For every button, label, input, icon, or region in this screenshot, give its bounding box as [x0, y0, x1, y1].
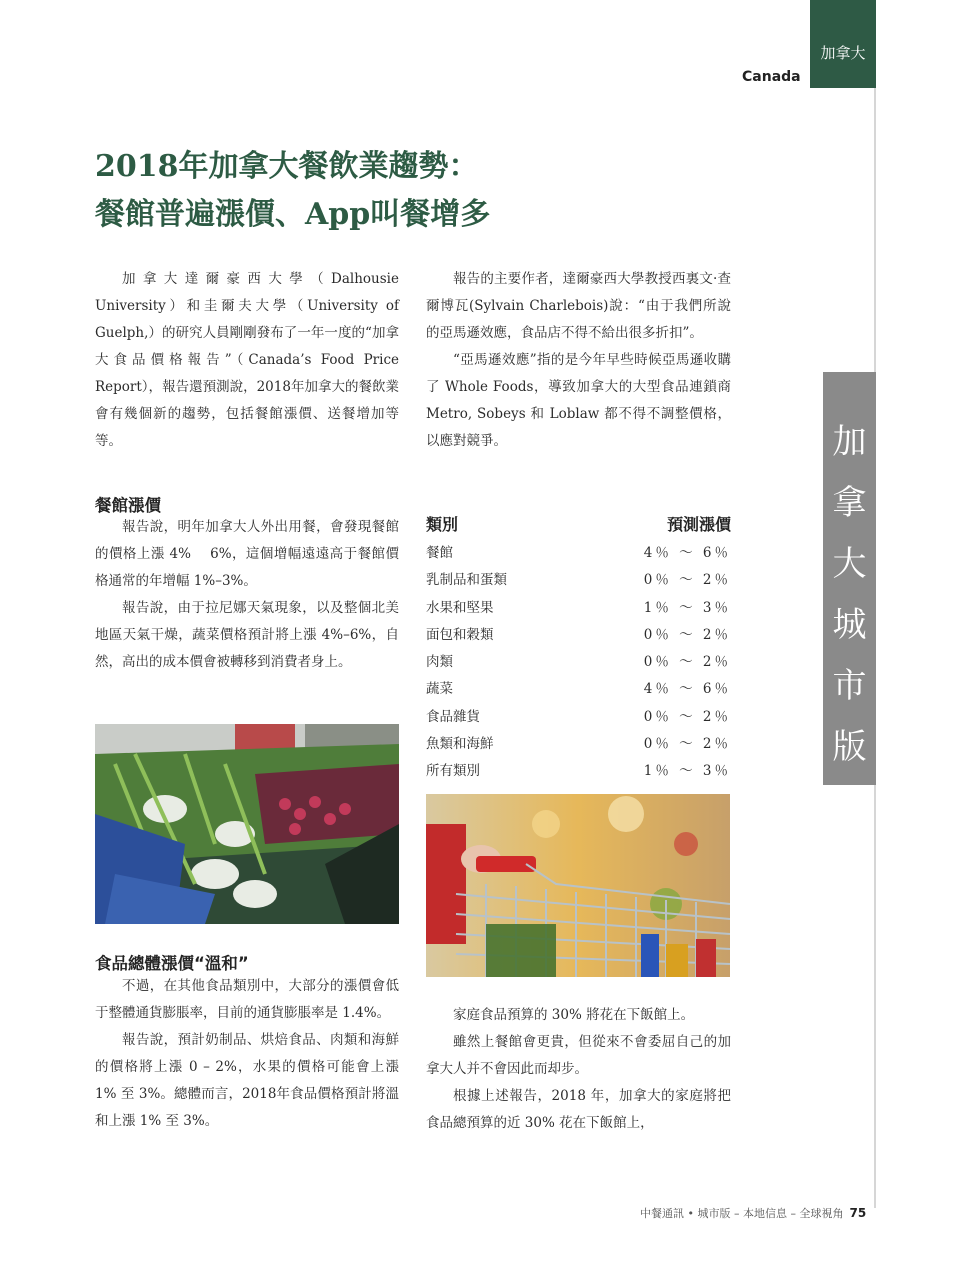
paragraph: 報告的主要作者，達爾豪西大學教授西裏文·查爾博瓦(Sylvain Charlebois)說：“由于我們所說的亞馬遜效應，食品店不得不給出很多折扣”。: [426, 271, 731, 341]
footer-text: 中餐通訊 • 城市版 – 本地信息 – 全球視角: [640, 1207, 844, 1220]
intro-paragraph: 加拿大達爾豪西大學（Dalhousie University）和圭爾夫大學（University of Guelph,）的研究人員剛剛發布了一年一度的“加拿大食品價格報告”（Canada’s Food Price Report），報告還預測說，2018年加拿大的餐飲業會有幾個新的趨勢，包括餐館漲價、送餐增加等等。: [95, 271, 399, 449]
right-column-text-lower: [426, 1002, 731, 1137]
section-restaurant-prices: [95, 514, 399, 676]
side-edition-tab: [823, 372, 876, 785]
paragraph: 不過，在其他食品類別中，大部分的漲價會低于整體通貨膨脹率，目前的通貨膨脹率是 1.4%。: [95, 978, 399, 1021]
vegetable-display-photo: [95, 724, 399, 924]
paragraph: 報告說，明年加拿大人外出用餐，會發現餐館的價格上漲 4% 6%，這個增幅遠遠高于餐館價格通常的年增幅 1%–3%。: [95, 519, 399, 589]
paragraph: 根據上述報告，2018 年，加拿大的家庭將把食品總預算的近 30% 花在下飯館上，: [426, 1088, 731, 1131]
article-title: [95, 143, 795, 239]
paragraph: 報告說，預計奶制品、烘焙食品、肉類和海鮮的價格將上漲 0 – 2%，水果的價格可能會上漲 1% 至 3%。總體而言，2018年食品價格預計將溫和上漲 1% 至 3%。: [95, 1032, 399, 1129]
table-row: 蔬菜 4％ ～ 6％: [426, 681, 731, 698]
paragraph: 報告說，由于拉尼娜天氣現象，以及整個北美地區天氣干燥，蔬菜價格預計將上漲 4%–6%，自然，高出的成本價會被轉移到消費者身上。: [95, 600, 399, 670]
section-tab: [810, 0, 876, 88]
shopping-cart-photo: [426, 794, 730, 977]
header-category: 類別: [426, 515, 459, 534]
table-header: [426, 510, 731, 540]
title-line-2: 餐館普遍漲價、App叫餐增多: [95, 197, 491, 232]
table-row: 食品雜貨 0％ ～ 2％: [426, 708, 731, 725]
page-number: 75: [849, 1206, 867, 1220]
table-row: 面包和穀類 0％ ～ 2％: [426, 626, 731, 643]
header-forecast: 預測漲價: [666, 515, 731, 534]
page-footer: [640, 1205, 866, 1221]
paragraph: 雖然上餐館會更貴，但從來不會委屈自己的加拿大人并不會因此而却步。: [426, 1034, 731, 1077]
section-tab-label: 加拿大: [820, 44, 866, 62]
title-line-1: 2018年加拿大餐飲業趨勢：: [95, 149, 479, 184]
heading-moderate-increase: 食品總體漲價“溫和”: [95, 954, 249, 973]
section-moderate-increase: [95, 973, 399, 1135]
heading-restaurant-prices: 餐館漲價: [95, 496, 161, 515]
price-forecast-table: [426, 510, 731, 786]
table-row: 肉類 0％ ～ 2％: [426, 654, 731, 671]
side-edition-label: 加拿大城市版: [832, 422, 867, 767]
table-row: 魚類和海鮮 0％ ～ 2％: [426, 736, 731, 753]
table-row: 餐館 4％ ～ 6％: [426, 545, 731, 561]
table-row: 水果和堅果 1％ ～ 3％: [426, 599, 731, 616]
right-column-text: [426, 266, 731, 455]
section-label-english: Canada: [742, 69, 801, 85]
table-row: 所有類別 1％ ～ 3％: [426, 763, 731, 780]
table-row: 乳制品和蛋類 0％ ～ 2％: [426, 572, 731, 589]
paragraph: 家庭食品預算的 30% 將花在下飯館上。: [453, 1007, 695, 1023]
paragraph: “亞馬遜效應”指的是今年早些時候亞馬遜收購了 Whole Foods，導致加拿大的大型食品連鎖商 Metro, Sobeys 和 Loblaw 都不得不調整價格，以應對競爭。: [426, 352, 731, 449]
